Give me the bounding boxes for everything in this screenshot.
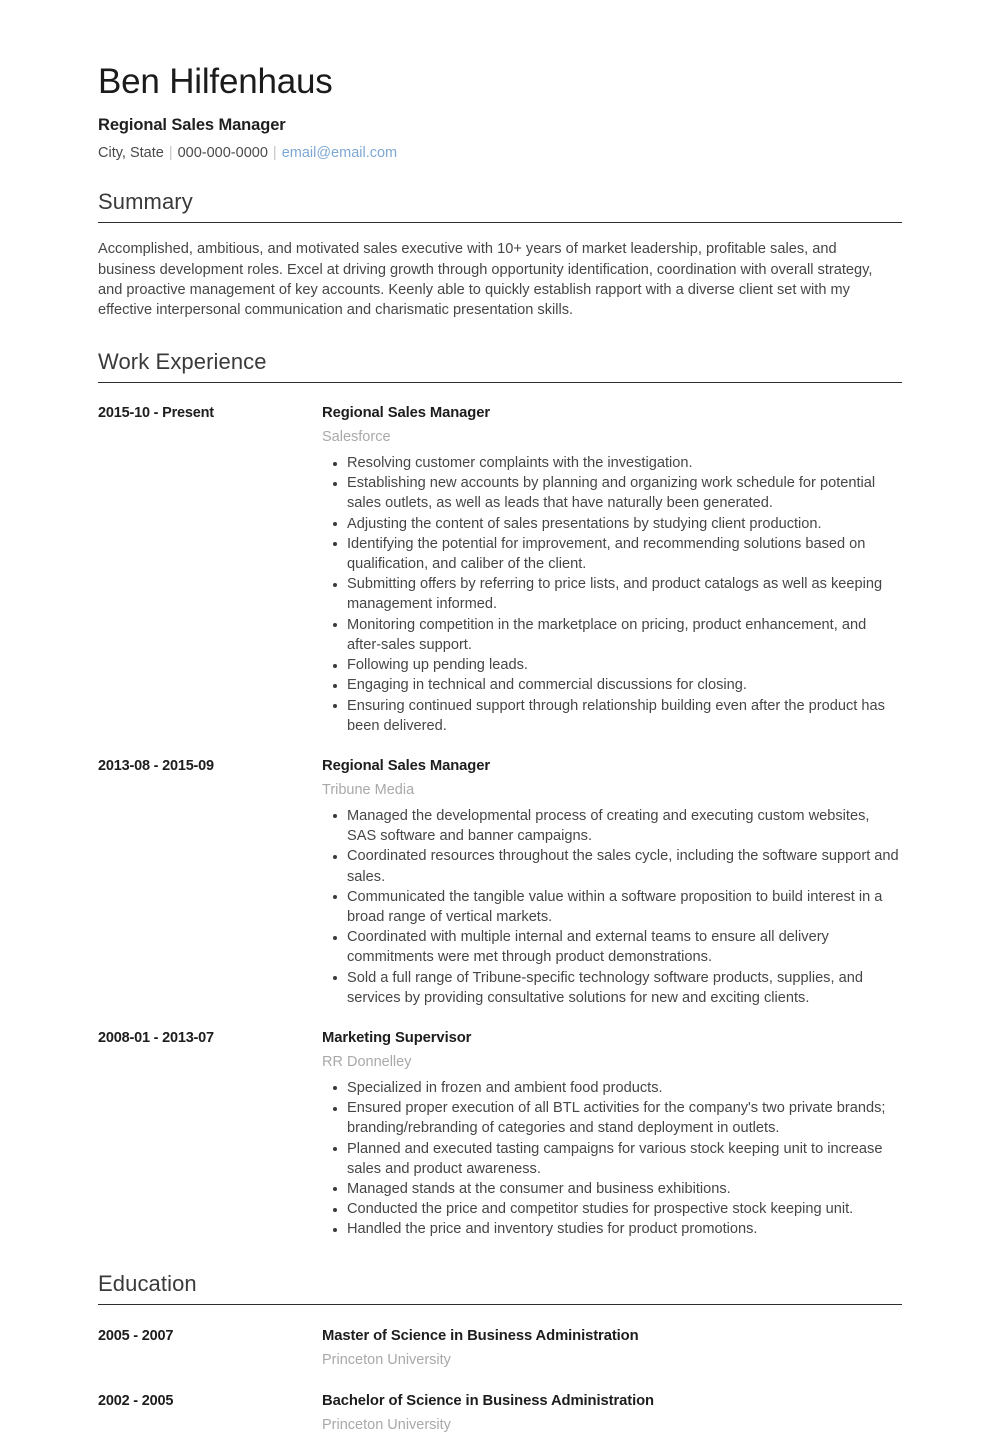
- experience-entry-bullets: [322, 1078, 902, 1240]
- education-divider: [98, 1304, 902, 1305]
- experience-entry-bullets: [322, 806, 902, 1008]
- bullet-item: Submitting offers by referring to price lists, and product catalogs as well as keeping management informed.: [322, 574, 902, 614]
- education-entry: [98, 1392, 902, 1435]
- summary-heading: Summary: [98, 189, 193, 215]
- experience-entry-bullets: [322, 453, 902, 736]
- education-entry-body: [322, 1392, 902, 1435]
- bullet-item: Ensured proper execution of all BTL activities for the company's two private brands; branding/rebranding of categories and stand deployment in outlets.: [322, 1098, 902, 1138]
- experience-entry-body: [322, 404, 902, 736]
- bullet-item: Conducted the price and competitor studies for prospective stock keeping unit.: [322, 1199, 902, 1219]
- education-entry-degree: Master of Science in Business Administration: [322, 1327, 639, 1344]
- bullet-item: Ensuring continued support through relationship building even after the product has been delivered.: [322, 696, 902, 736]
- bullet-item: Adjusting the content of sales presentations by studying client production.: [322, 514, 902, 534]
- contact-line: [98, 144, 902, 163]
- bullet-item: Communicated the tangible value within a software proposition to build interest in a broad range of vertical markets.: [322, 887, 902, 927]
- bullet-item: Resolving customer complaints with the investigation.: [322, 453, 902, 473]
- summary-divider: [98, 222, 902, 223]
- bullet-item: Establishing new accounts by planning and organizing work schedule for potential sales outlets, as well as leads that have naturally been generated.: [322, 473, 902, 513]
- bullet-item: Managed the developmental process of creating and executing custom websites, SAS software and banner campaigns.: [322, 806, 902, 846]
- bullet-item: Engaging in technical and commercial discussions for closing.: [322, 675, 902, 695]
- bullet-item: Sold a full range of Tribune-specific technology software products, supplies, and services by providing consultative solutions for new and exciting clients.: [322, 968, 902, 1008]
- work-experience-list: [98, 404, 902, 1240]
- work-experience-section: [98, 349, 902, 1240]
- experience-entry-role: Regional Sales Manager: [322, 757, 491, 774]
- experience-entry-dates: 2015-10 - Present: [98, 405, 214, 422]
- bullet-item: Identifying the potential for improvement, and recommending solutions based on qualification, and caliber of the client.: [322, 534, 902, 574]
- education-entry-degree: Bachelor of Science in Business Administration: [322, 1392, 654, 1409]
- experience-entry-role: Marketing Supervisor: [322, 1029, 472, 1046]
- experience-entry-body: [322, 1029, 902, 1240]
- bullet-item: Managed stands at the consumer and business exhibitions.: [322, 1179, 902, 1199]
- work-experience-heading: Work Experience: [98, 348, 267, 374]
- contact-separator-1: |: [168, 145, 173, 162]
- experience-entry-role: Regional Sales Manager: [322, 405, 491, 422]
- bullet-item: Following up pending leads.: [322, 655, 902, 675]
- experience-entry-body: [322, 757, 902, 1008]
- candidate-job-title: Regional Sales Manager: [98, 116, 286, 135]
- bullet-item: Coordinated resources throughout the sales cycle, including the software support and sales.: [322, 846, 902, 886]
- experience-entry-organization: Salesforce: [322, 429, 391, 446]
- contact-phone: 000-000-0000: [177, 145, 268, 162]
- bullet-item: Planned and executed tasting campaigns for various stock keeping unit to increase sales and product awareness.: [322, 1139, 902, 1179]
- bullet-item: Handled the price and inventory studies for product promotions.: [322, 1219, 902, 1239]
- education-entry-dates: 2005 - 2007: [98, 1327, 174, 1344]
- contact-separator-2: |: [272, 145, 277, 162]
- resume-header: [98, 0, 902, 163]
- education-heading: Education: [98, 1270, 197, 1296]
- education-entry-dates: 2002 - 2005: [98, 1392, 174, 1409]
- summary-text: Accomplished, ambitious, and motivated sales executive with 10+ years of market leadership, profitable sales, and business development roles. Excel at driving growth through opportunity identification, coordination with overall strategy, and proactive management of key accounts. Keenly able to quickly establish rapport with a diverse client set with my effective interpersonal communication and charismatic presentation skills.: [98, 241, 873, 319]
- experience-entry-organization: Tribune Media: [322, 781, 415, 798]
- experience-entry: [98, 1029, 902, 1240]
- bullet-item: Coordinated with multiple internal and external teams to ensure all delivery commitments were met through product demonstrations.: [322, 927, 902, 967]
- education-list: [98, 1327, 902, 1435]
- bullet-item: Monitoring competition in the marketplace on pricing, product enhancement, and after-sales support.: [322, 615, 902, 655]
- education-entry-institution: Princeton University: [322, 1351, 451, 1368]
- candidate-name: Ben Hilfenhaus: [98, 62, 333, 101]
- education-entry-institution: Princeton University: [322, 1416, 451, 1433]
- contact-location: City, State: [98, 145, 164, 162]
- experience-entry-dates: 2013-08 - 2015-09: [98, 757, 214, 774]
- experience-entry-dates: 2008-01 - 2013-07: [98, 1029, 214, 1046]
- bullet-item: Specialized in frozen and ambient food products.: [322, 1078, 902, 1098]
- education-entry-body: [322, 1327, 902, 1370]
- experience-entry: [98, 757, 902, 1008]
- contact-email-link[interactable]: email@email.com: [281, 145, 398, 162]
- experience-entry-organization: RR Donnelley: [322, 1053, 412, 1070]
- work-experience-divider: [98, 382, 902, 383]
- experience-entry: [98, 404, 902, 736]
- education-entry: [98, 1327, 902, 1370]
- education-section: [98, 1271, 902, 1435]
- summary-section: [98, 189, 902, 321]
